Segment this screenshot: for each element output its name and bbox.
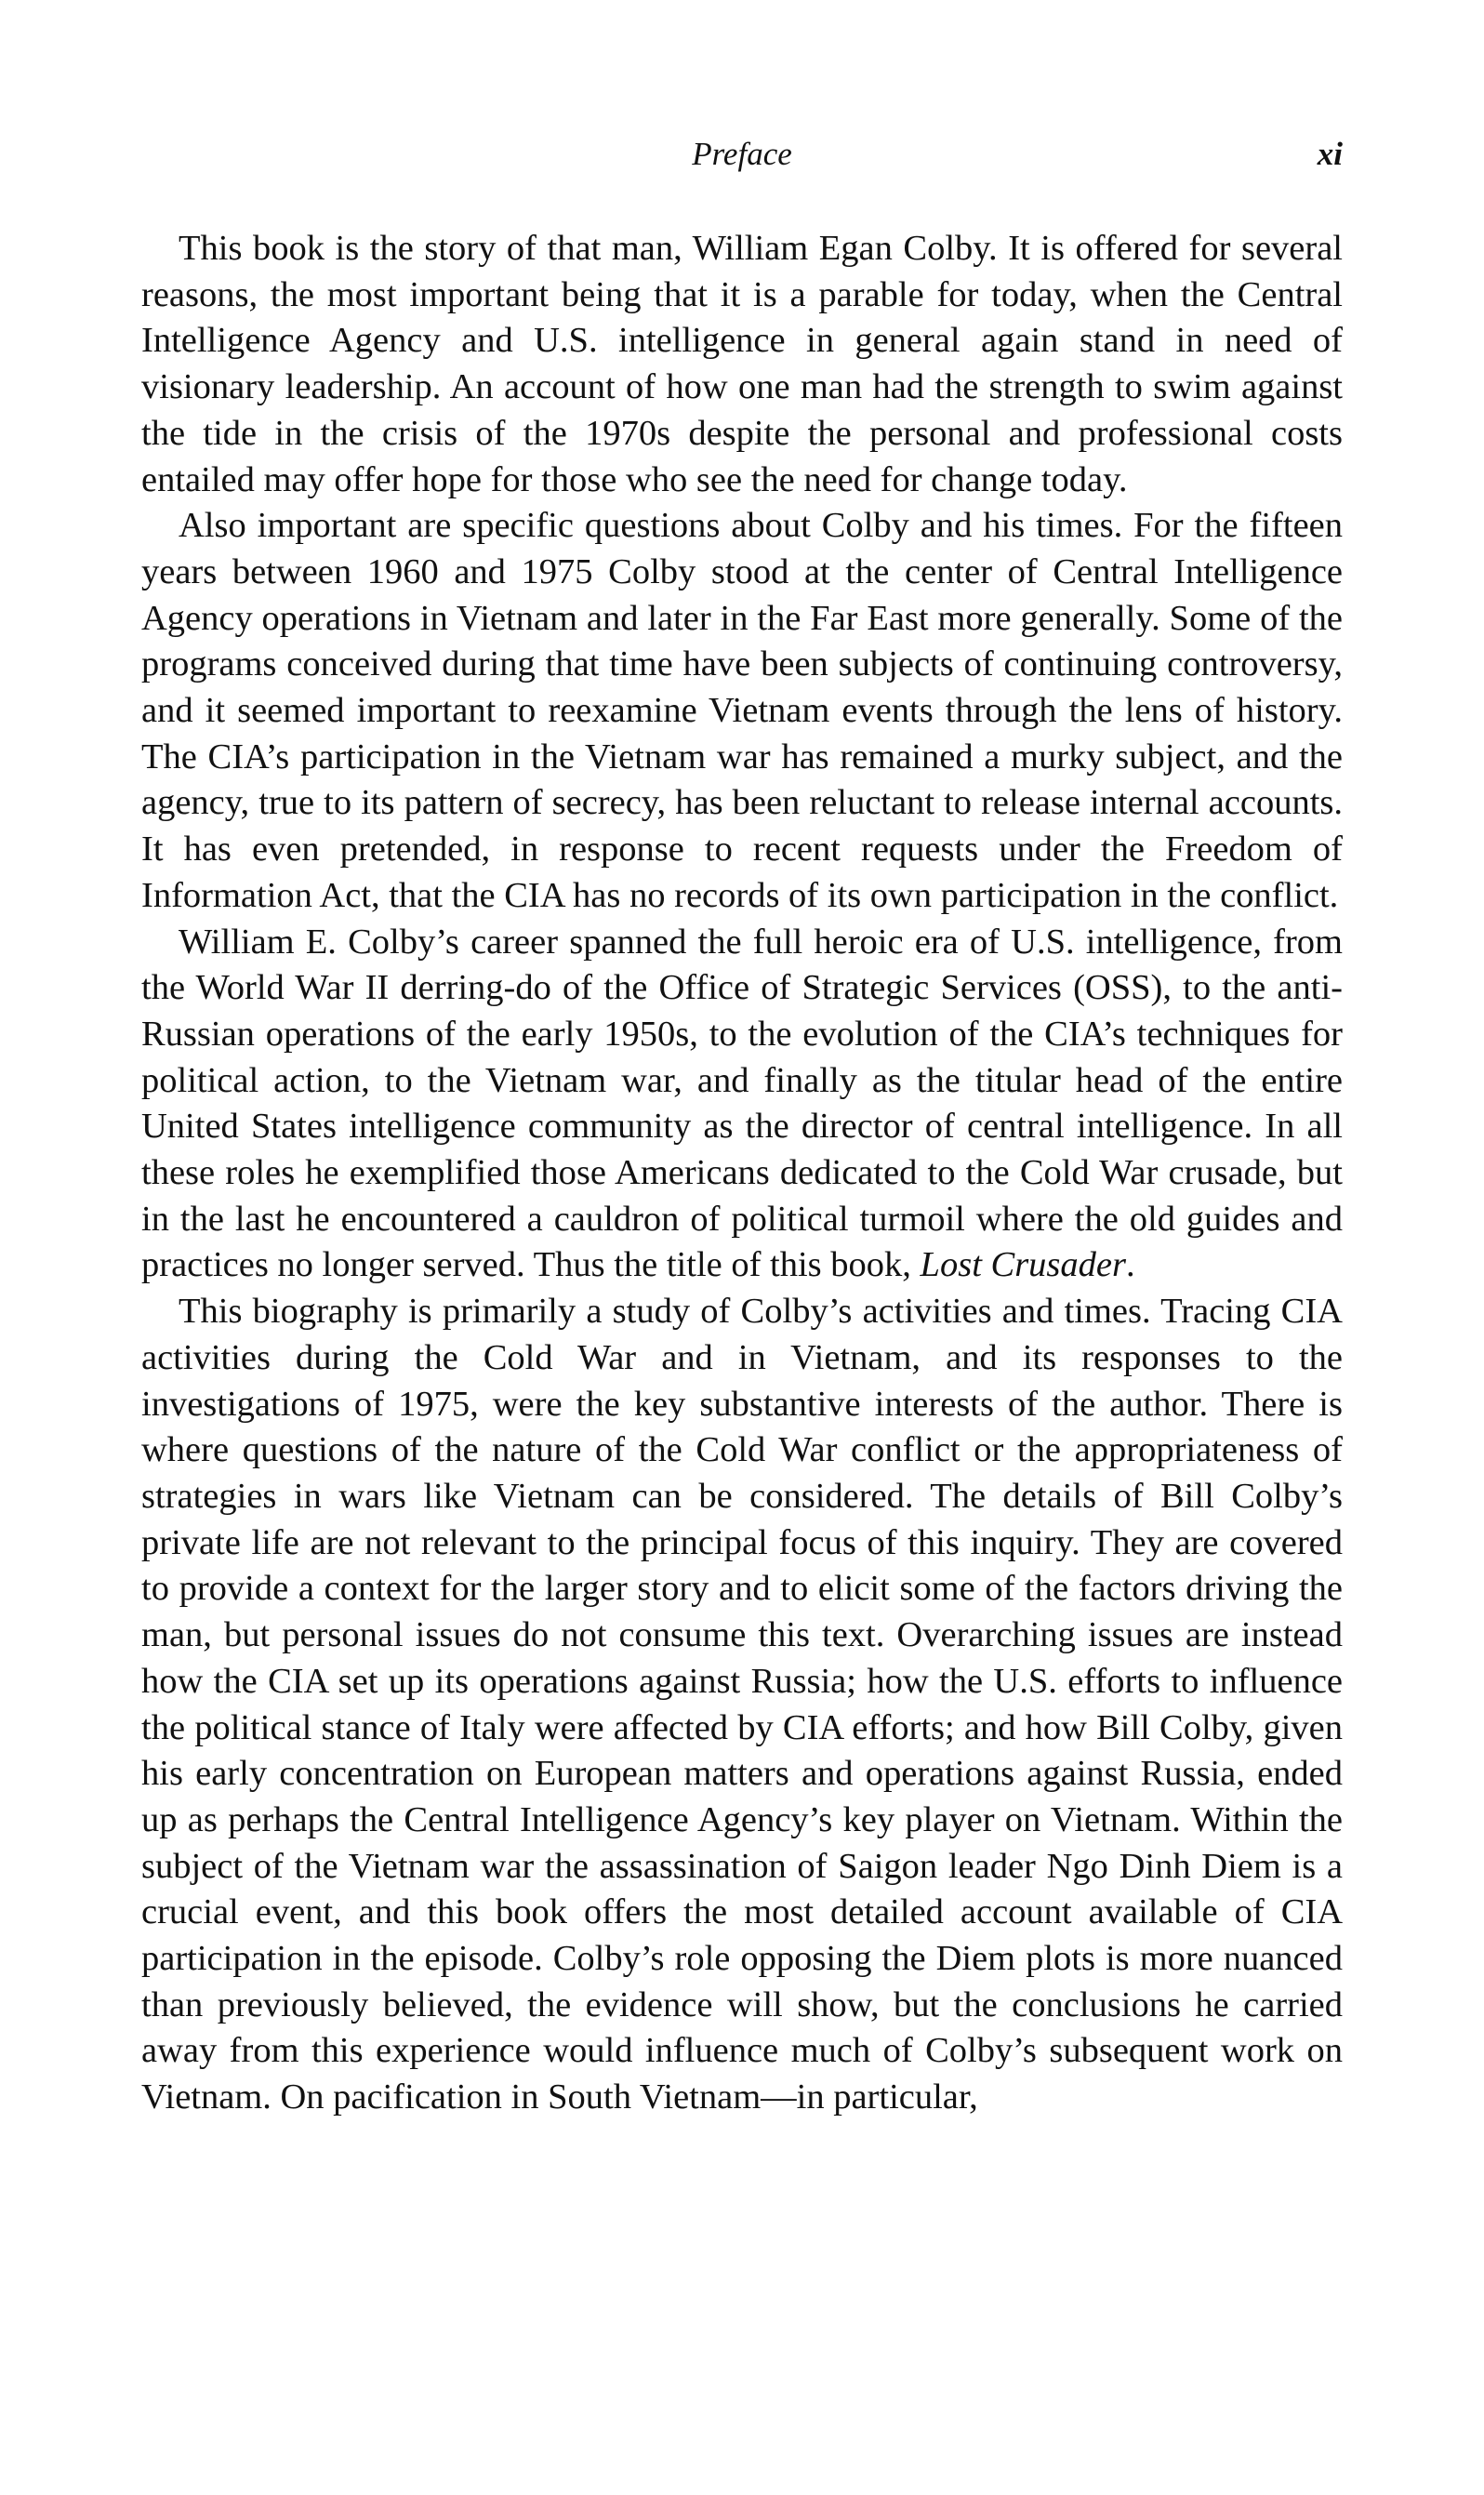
- paragraph-3: [141, 920, 1343, 1290]
- paragraph-2: Also important are specific questions about Colby and his times. For the fifteen years between 1960 and 1975 Colby stood at the center of Central Intelligence Agency operations in Vietnam and later in the Far East more generally. Some of the programs conceived during that time have been subjects of continuing controversy, and it seemed important to reexamine Vietnam events through the lens of history. The CIA’s participation in the Vietnam war has remained a murky subject, and the agency, true to its pattern of secrecy, has been reluctant to release internal accounts. It has even pretended, in response to recent requests under the Freedom of Information Act, that the CIA has no records of its own participation in the conflict.: [141, 506, 1343, 915]
- body-text: [141, 226, 1343, 2121]
- paragraph-4: This biography is primarily a study of Colby’s activities and times. Tracing CIA activities during the Cold War and in Vietnam, and its responses to the investigations of 1975, were the key substantive interests of the author. There is where questions of the nature of the Cold War conflict or the appropriateness of strategies in wars like Vietnam can be considered. The details of Bill Colby’s private life are not relevant to the principal focus of this inquiry. They are covered to provide a context for the larger story and to elicit some of the factors driving the man, but personal issues do not consume this text. Overarching issues are instead how the CIA set up its operations against Russia; how the U.S. efforts to influence the political stance of Italy were affected by CIA efforts; and how Bill Colby, given his early concentration on European matters and operations against Russia, ended up as perhaps the Central Intelligence Agency’s key player on Vietnam. Within the subject of the Vietnam war the assassination of Saigon leader Ngo Dinh Diem is a crucial event, and this book offers the most detailed account available of CIA participation in the episode. Colby’s role opposing the Diem plots is more nuanced than previously believed, the evidence will show, but the conclusions he carried away from this experience would influence much of Colby’s subsequent work on Vietnam. On pacification in South Vietnam—in particular,: [141, 1292, 1343, 2117]
- running-head: [141, 130, 1343, 179]
- paragraph-3-text: William E. Colby’s career spanned the full heroic era of U.S. intelligence, from the World War II derring-do of the Office of Strategic Services (OSS), to the anti-Russian operations of the early 1950s, to the evolution of the CIA’s techniques for political action, to the Vietnam war, and finally as the titular head of the entire United States intelligence community as the director of central intelligence. In all these roles he exemplified those Americans dedicated to the Cold War crusade, but in the last he encountered a cauldron of political turmoil where the old guides and practices no longer served. Thus the title of this book,: [141, 922, 1343, 1285]
- paragraph-1: This book is the story of that man, William Egan Colby. It is offered for several reasons, the most important being that it is a parable for today, when the Central Intelligence Agency and U.S. intelligence in general again stand in need of visionary leadership. An account of how one man had the strength to swim against the tide in the crisis of the 1970s despite the personal and professional costs entailed may offer hope for those who see the need for change today.: [141, 229, 1343, 499]
- page-number: xi: [1317, 136, 1343, 172]
- running-title: Preface: [692, 136, 792, 172]
- book-title: Lost Crusader: [920, 1245, 1126, 1285]
- book-page: [141, 0, 1343, 2495]
- paragraph-3-end: .: [1125, 1245, 1135, 1285]
